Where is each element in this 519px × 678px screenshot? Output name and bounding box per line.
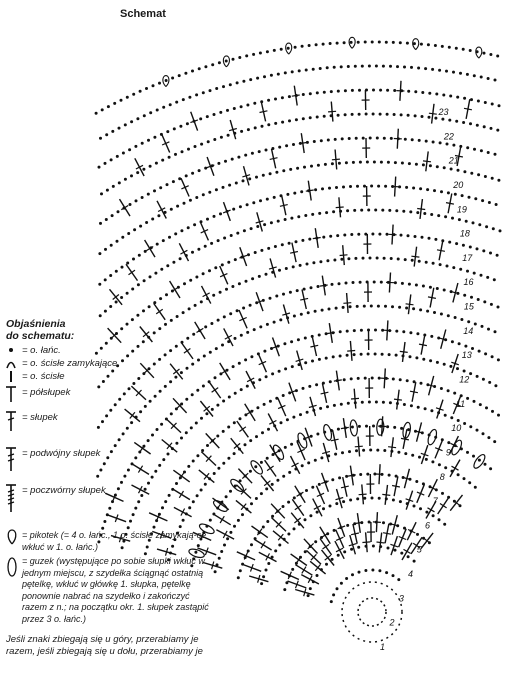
legend-heading xyxy=(6,318,86,342)
round-number: 21 xyxy=(448,155,459,166)
round-number: 13 xyxy=(461,350,472,361)
bar-icon xyxy=(4,369,18,383)
round-number: 8 xyxy=(439,471,445,482)
round-number: 15 xyxy=(463,301,474,312)
round-number: 18 xyxy=(459,228,470,239)
bobble-icon xyxy=(5,556,19,578)
round-number: 11 xyxy=(455,398,466,409)
footnote: Jeśli znaki zbiegają się u góry, przerabiamy je razem, jeśli zbiegają się u dołu, przerabiamy je xyxy=(6,634,203,657)
legend-bobble: = guzek (występujące po sobie słupki wkłuć w jednym miejscu, z szydełka ściągnąć ostatnią pętelkę, wkłuć w główkę 1. słupka, pętelkę ponownie nabrać na szydełko i zakończyć razem z n.; na początku okr. 1. słupek zastąpić przez 3 o. łańc.) xyxy=(22,556,209,624)
dot-icon xyxy=(4,343,18,357)
half-double-icon xyxy=(4,385,18,399)
round-number: 20 xyxy=(453,180,464,190)
quad-treble-icon xyxy=(4,483,18,497)
round-number: 2 xyxy=(389,617,395,628)
round-number: 22 xyxy=(443,131,454,142)
legend-heading-line2: do schematu: xyxy=(6,330,75,342)
legend-item-treble: = podwójny słupek xyxy=(4,446,100,460)
round-number: 12 xyxy=(459,374,470,385)
round-number: 6 xyxy=(425,520,431,531)
double-icon xyxy=(4,410,18,424)
treble-icon xyxy=(4,446,18,460)
round-number: 1 xyxy=(380,642,386,652)
legend-heading-line1: Objaśnienia xyxy=(6,318,66,330)
legend-item-slip-stitch: = o. ścisłe zamykające xyxy=(4,356,117,370)
round-number: 7 xyxy=(432,496,438,507)
round-number: 23 xyxy=(438,107,449,117)
legend-picot: = pikotek (= 4 o. łańc., 1 o. ścisłe zamykają-ce wkłuć w 1. o. łańc.) xyxy=(22,530,207,552)
round-number: 9 xyxy=(445,447,451,458)
picot-icon xyxy=(5,528,19,546)
legend-item-single: = o. ścisłe xyxy=(4,369,65,383)
round-number: 19 xyxy=(456,204,467,215)
round-number: 17 xyxy=(462,252,473,263)
round-number: 3 xyxy=(398,593,404,604)
legend-item-double: = słupek xyxy=(4,410,58,424)
legend-item-half-double: = półsłupek xyxy=(4,385,70,399)
round-number: 16 xyxy=(463,277,474,288)
round-number: 14 xyxy=(463,325,474,336)
round-number: 10 xyxy=(451,423,462,434)
round-number: 5 xyxy=(416,544,422,555)
chart-title: Schemat xyxy=(120,8,166,20)
round-number: 4 xyxy=(408,569,414,579)
legend-item-chain: = o. łańc. xyxy=(4,343,61,357)
arc-icon xyxy=(4,356,18,370)
legend-item-quad-treble: = poczwórny słupek xyxy=(4,483,106,497)
